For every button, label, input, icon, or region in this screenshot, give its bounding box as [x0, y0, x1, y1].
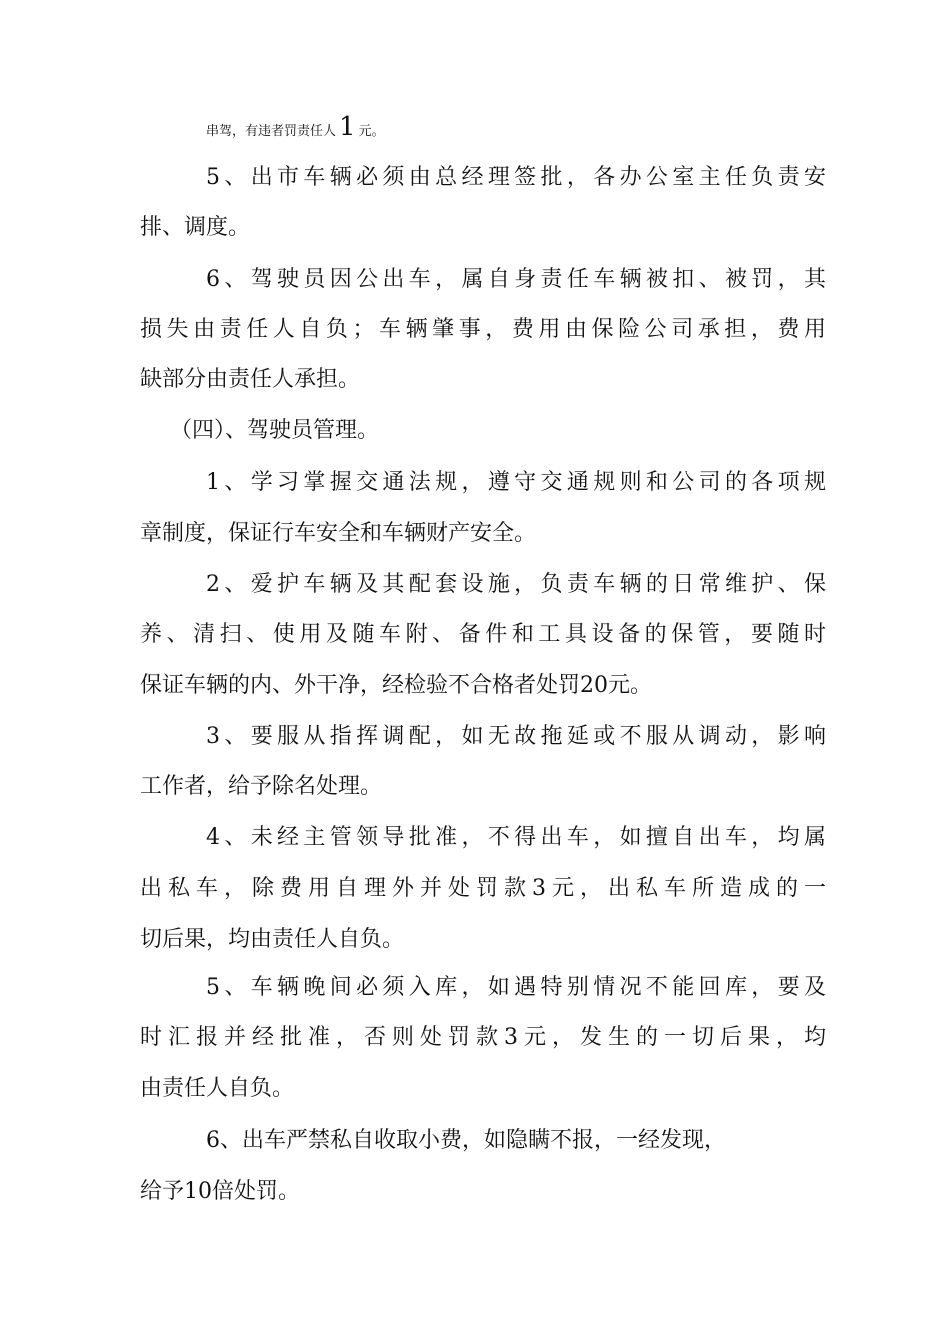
paragraph-line: 时汇报并经批准，否则处罚款3元，发生的一切后果，均 [140, 1025, 826, 1050]
paragraph-line: 6、驾驶员因公出车，属自身责任车辆被扣、被罚，其 [206, 267, 826, 292]
paragraph-line: 排、调度。 [140, 215, 251, 240]
top-line-suffix: 元。 [358, 124, 385, 139]
paragraph-line: 5、车辆晚间必须入库，如遇特别情况不能回库，要及 [206, 975, 826, 1000]
top-line [206, 112, 385, 142]
paragraph-line: 6、出车严禁私自收取小费，如隐瞒不报，一经发现， [206, 1128, 726, 1153]
section-heading: （四）、驾驶员管理。 [170, 418, 380, 443]
paragraph-line: 保证车辆的内、外干净，经检验不合格者处罚20元。 [140, 673, 652, 698]
paragraph-line: 损失由责任人自负；车辆肇事，费用由保险公司承担，费用 [140, 317, 826, 342]
paragraph-line: 5、出市车辆必须由总经理签批，各办公室主任负责安 [206, 165, 826, 190]
paragraph-line: 1、学习掌握交通法规，遵守交通规则和公司的各项规 [206, 470, 826, 495]
paragraph-line: 切后果，均由责任人自负。 [140, 927, 405, 952]
top-line-amount: 1 [339, 112, 356, 142]
paragraph-line: 给予10倍处罚。 [140, 1179, 300, 1204]
paragraph-line: 章制度，保证行车安全和车辆财产安全。 [140, 521, 537, 546]
paragraph-line: 缺部分由责任人承担。 [140, 367, 361, 392]
top-line-prefix: 串驾，有违者罚责任人 [206, 124, 337, 139]
paragraph-line: 2、爱护车辆及其配套设施，负责车辆的日常维护、保 [206, 572, 826, 597]
paragraph-line: 养、清扫、使用及随车附、备件和工具设备的保管，要随时 [140, 622, 826, 647]
paragraph-line: 工作者，给予除名处理。 [140, 774, 383, 799]
paragraph-line: 出私车，除费用自理外并处罚款3元，出私车所造成的一 [140, 876, 826, 901]
paragraph-line: 4、未经主管领导批准，不得出车，如擅自出车，均属 [206, 825, 826, 850]
paragraph-line: 由责任人自负。 [140, 1076, 295, 1101]
paragraph-line: 3、要服从指挥调配，如无故拖延或不服从调动，影响 [206, 724, 826, 749]
